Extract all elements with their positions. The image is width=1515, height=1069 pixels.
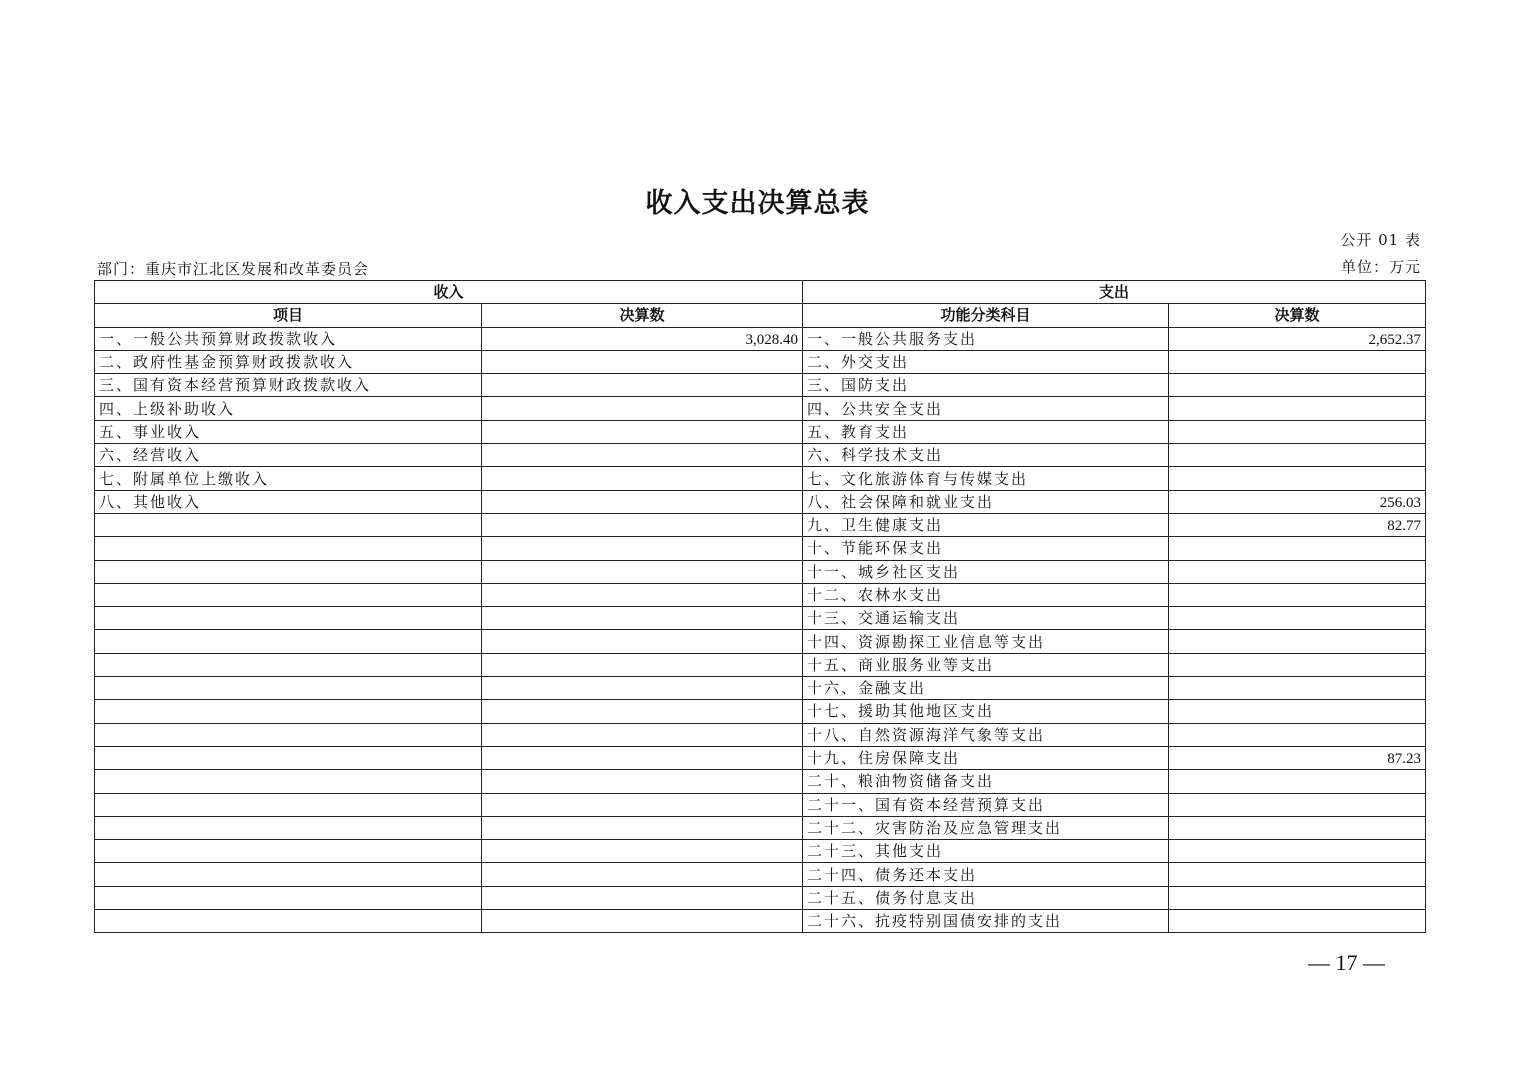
table-row	[95, 350, 1426, 373]
income-item-cell	[95, 793, 482, 816]
expenditure-item-cell: 八、社会保障和就业支出	[803, 490, 1169, 513]
income-amount-cell: 3,028.40	[482, 327, 803, 350]
table-body	[95, 327, 1426, 933]
income-amount-cell	[482, 840, 803, 863]
expenditure-amount-cell	[1169, 350, 1426, 373]
table-row	[95, 327, 1426, 350]
expenditure-item-header: 功能分类科目	[803, 304, 1169, 327]
expenditure-item-cell: 七、文化旅游体育与传媒支出	[803, 467, 1169, 490]
table-header	[95, 281, 1426, 328]
income-amount-cell	[482, 653, 803, 676]
expenditure-amount-cell	[1169, 607, 1426, 630]
income-amount-cell	[482, 420, 803, 443]
expenditure-item-cell: 一、一般公共服务支出	[803, 327, 1169, 350]
expenditure-amount-cell	[1169, 397, 1426, 420]
income-amount-cell	[482, 677, 803, 700]
income-item-cell	[95, 746, 482, 769]
expenditure-amount-cell	[1169, 863, 1426, 886]
table-row	[95, 583, 1426, 606]
income-item-cell: 三、国有资本经营预算财政拨款收入	[95, 374, 482, 397]
expenditure-amount-cell	[1169, 420, 1426, 443]
page-number: — 17 —	[1308, 950, 1385, 975]
expenditure-item-cell: 十一、城乡社区支出	[803, 560, 1169, 583]
income-amount-cell	[482, 700, 803, 723]
expenditure-amount-header: 决算数	[1169, 304, 1426, 327]
expenditure-amount-cell	[1169, 910, 1426, 933]
expenditure-item-cell: 二十四、债务还本支出	[803, 863, 1169, 886]
expenditure-item-cell: 二十三、其他支出	[803, 840, 1169, 863]
income-amount-cell	[482, 607, 803, 630]
table-row	[95, 513, 1426, 536]
table-row	[95, 700, 1426, 723]
income-amount-cell	[482, 350, 803, 373]
income-item-cell: 六、经营收入	[95, 444, 482, 467]
table-row	[95, 630, 1426, 653]
expenditure-amount-cell	[1169, 583, 1426, 606]
table-row	[95, 374, 1426, 397]
expenditure-item-cell: 二十二、灾害防治及应急管理支出	[803, 816, 1169, 839]
table-row	[95, 444, 1426, 467]
table-row	[95, 537, 1426, 560]
expenditure-item-cell: 十九、住房保障支出	[803, 746, 1169, 769]
expenditure-amount-cell	[1169, 816, 1426, 839]
expenditure-item-cell: 四、公共安全支出	[803, 397, 1169, 420]
income-amount-cell	[482, 397, 803, 420]
expenditure-amount-cell: 82.77	[1169, 513, 1426, 536]
table-row	[95, 910, 1426, 933]
table-row	[95, 863, 1426, 886]
expenditure-amount-cell	[1169, 560, 1426, 583]
income-item-cell: 二、政府性基金预算财政拨款收入	[95, 350, 482, 373]
income-item-cell	[95, 840, 482, 863]
income-item-header: 项目	[95, 304, 482, 327]
expenditure-amount-cell	[1169, 630, 1426, 653]
expenditure-amount-cell	[1169, 793, 1426, 816]
expenditure-amount-cell	[1169, 467, 1426, 490]
table-row	[95, 420, 1426, 443]
expenditure-item-cell: 十七、援助其他地区支出	[803, 700, 1169, 723]
table-code: 公开 01 表	[1340, 231, 1421, 249]
table-row	[95, 746, 1426, 769]
income-amount-cell	[482, 374, 803, 397]
income-item-cell: 八、其他收入	[95, 490, 482, 513]
income-item-cell: 一、一般公共预算财政拨款收入	[95, 327, 482, 350]
expenditure-item-cell: 二十五、债务付息支出	[803, 886, 1169, 909]
income-amount-cell	[482, 816, 803, 839]
income-item-cell	[95, 863, 482, 886]
income-amount-cell	[482, 583, 803, 606]
expenditure-amount-cell: 2,652.37	[1169, 327, 1426, 350]
income-amount-cell	[482, 537, 803, 560]
income-amount-cell	[482, 886, 803, 909]
income-item-cell	[95, 630, 482, 653]
table-row	[95, 723, 1426, 746]
expenditure-amount-cell	[1169, 677, 1426, 700]
income-item-cell	[95, 583, 482, 606]
table-row	[95, 467, 1426, 490]
expenditure-item-cell: 二十、粮油物资储备支出	[803, 770, 1169, 793]
document-title: 收入支出决算总表	[645, 188, 870, 219]
table-row	[95, 886, 1426, 909]
table-row	[95, 770, 1426, 793]
income-item-cell	[95, 770, 482, 793]
table-row	[95, 793, 1426, 816]
expenditure-amount-cell: 87.23	[1169, 746, 1426, 769]
expenditure-amount-cell	[1169, 886, 1426, 909]
expenditure-item-cell: 十、节能环保支出	[803, 537, 1169, 560]
table-row	[95, 816, 1426, 839]
department-label: 部门：重庆市江北区发展和改革委员会	[97, 260, 370, 278]
income-amount-cell	[482, 630, 803, 653]
expenditure-amount-cell: 256.03	[1169, 490, 1426, 513]
table-row	[95, 607, 1426, 630]
income-amount-cell	[482, 467, 803, 490]
table-row	[95, 397, 1426, 420]
income-amount-cell	[482, 490, 803, 513]
income-amount-cell	[482, 746, 803, 769]
expenditure-item-cell: 十八、自然资源海洋气象等支出	[803, 723, 1169, 746]
expenditure-item-cell: 二十六、抗疫特别国债安排的支出	[803, 910, 1169, 933]
expenditure-group-header: 支出	[803, 281, 1426, 304]
expenditure-item-cell: 十六、金融支出	[803, 677, 1169, 700]
income-expenditure-table	[94, 280, 1426, 933]
income-amount-cell	[482, 444, 803, 467]
income-amount-cell	[482, 863, 803, 886]
expenditure-amount-cell	[1169, 700, 1426, 723]
expenditure-item-cell: 三、国防支出	[803, 374, 1169, 397]
income-amount-header: 决算数	[482, 304, 803, 327]
expenditure-amount-cell	[1169, 653, 1426, 676]
income-amount-cell	[482, 560, 803, 583]
income-item-cell: 四、上级补助收入	[95, 397, 482, 420]
expenditure-item-cell: 十四、资源勘探工业信息等支出	[803, 630, 1169, 653]
expenditure-amount-cell	[1169, 840, 1426, 863]
expenditure-amount-cell	[1169, 444, 1426, 467]
expenditure-amount-cell	[1169, 770, 1426, 793]
table-row	[95, 840, 1426, 863]
unit-label: 单位：万元	[1340, 258, 1421, 276]
column-header-row	[95, 304, 1426, 327]
income-item-cell: 七、附属单位上缴收入	[95, 467, 482, 490]
expenditure-item-cell: 十五、商业服务业等支出	[803, 653, 1169, 676]
income-amount-cell	[482, 793, 803, 816]
group-header-row	[95, 281, 1426, 304]
income-item-cell	[95, 700, 482, 723]
income-amount-cell	[482, 910, 803, 933]
income-item-cell	[95, 513, 482, 536]
expenditure-amount-cell	[1169, 374, 1426, 397]
expenditure-item-cell: 六、科学技术支出	[803, 444, 1169, 467]
income-item-cell	[95, 607, 482, 630]
table-row	[95, 653, 1426, 676]
income-amount-cell	[482, 513, 803, 536]
expenditure-item-cell: 十二、农林水支出	[803, 583, 1169, 606]
expenditure-item-cell: 十三、交通运输支出	[803, 607, 1169, 630]
expenditure-item-cell: 五、教育支出	[803, 420, 1169, 443]
income-item-cell	[95, 910, 482, 933]
expenditure-item-cell: 二十一、国有资本经营预算支出	[803, 793, 1169, 816]
expenditure-item-cell: 九、卫生健康支出	[803, 513, 1169, 536]
income-amount-cell	[482, 723, 803, 746]
income-item-cell	[95, 723, 482, 746]
expenditure-amount-cell	[1169, 537, 1426, 560]
income-item-cell	[95, 816, 482, 839]
income-item-cell	[95, 886, 482, 909]
table-row	[95, 490, 1426, 513]
income-item-cell	[95, 537, 482, 560]
income-item-cell	[95, 653, 482, 676]
income-group-header: 收入	[95, 281, 803, 304]
income-item-cell	[95, 560, 482, 583]
income-item-cell	[95, 677, 482, 700]
table-row	[95, 560, 1426, 583]
expenditure-amount-cell	[1169, 723, 1426, 746]
income-amount-cell	[482, 770, 803, 793]
table-row	[95, 677, 1426, 700]
expenditure-item-cell: 二、外交支出	[803, 350, 1169, 373]
income-item-cell: 五、事业收入	[95, 420, 482, 443]
